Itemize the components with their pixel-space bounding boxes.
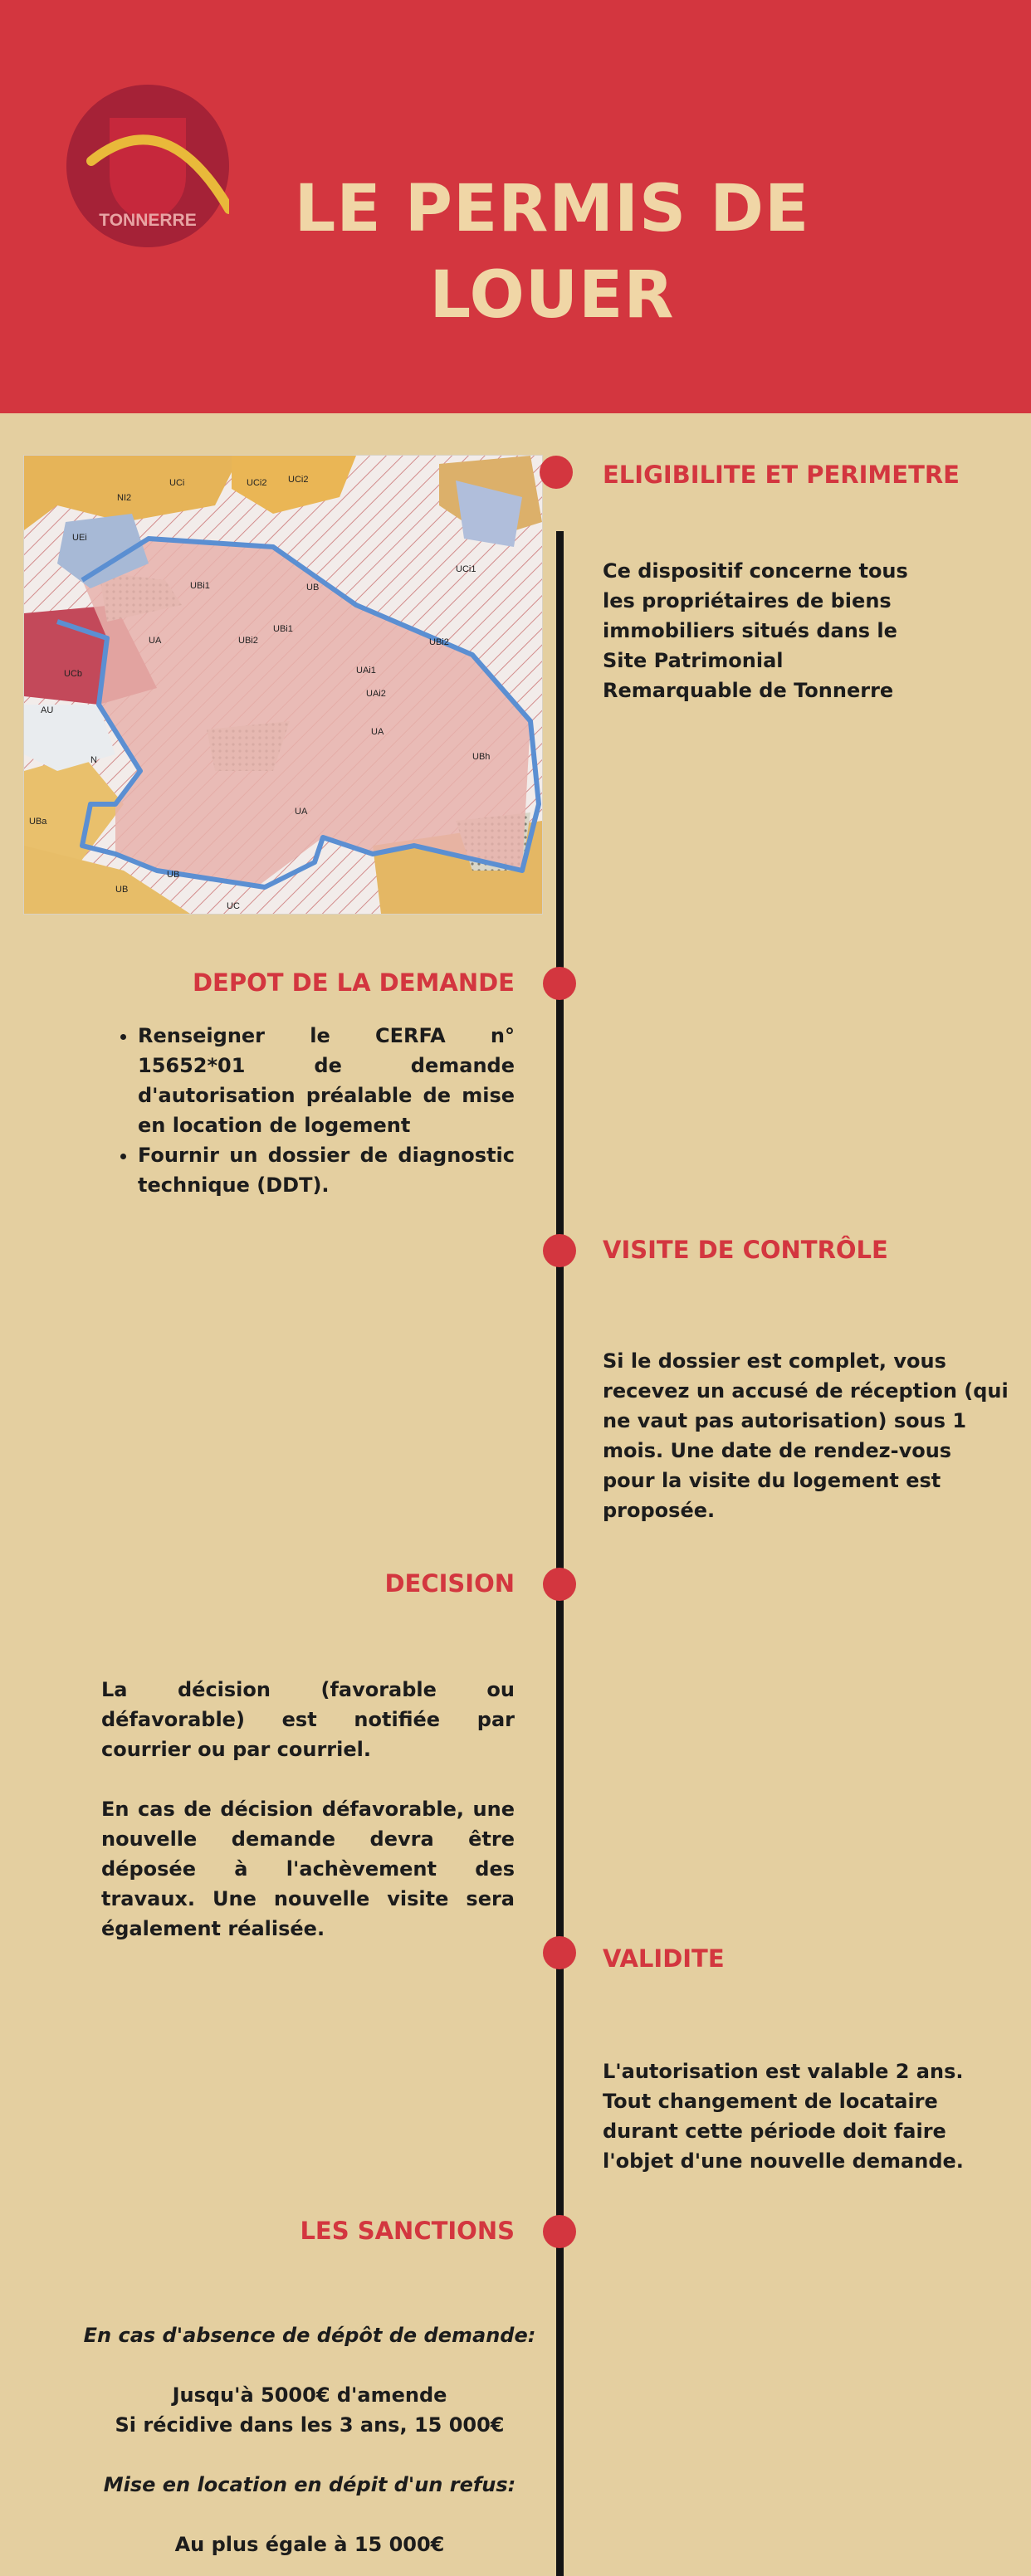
page-title (274, 166, 830, 339)
heading-sanctions: LES SANCTIONS (300, 2217, 515, 2245)
timeline-dot-validite (543, 1936, 576, 1969)
svg-text:UBa: UBa (29, 817, 47, 827)
svg-text:UBi1: UBi1 (190, 581, 210, 591)
svg-text:UA: UA (149, 636, 162, 646)
validite-line-1: L'autorisation est valable 2 ans. (603, 2060, 964, 2083)
validite-line-2: Tout changement de locataire durant cette période doit faire l'objet d'une nouvelle demande. (603, 2090, 964, 2173)
map-illustration (24, 456, 542, 914)
svg-text:TONNERRE: TONNERRE (99, 211, 197, 230)
list-item: • Fournir un dossier de diagnostic technique (DDT). (138, 1140, 515, 1200)
svg-text:UA: UA (295, 807, 308, 817)
tonnerre-logo (66, 85, 229, 247)
text-validite (603, 2056, 1001, 2176)
sanctions-case-1-line-1: Jusqu'à 5000€ d'amende (172, 2383, 447, 2407)
svg-text:UAi1: UAi1 (356, 666, 376, 676)
list-item: • Renseigner le CERFA n° 15652*01 de demande d'autorisation préalable de mise en location de logement (138, 1021, 515, 1140)
text-visite: Si le dossier est complet, vous recevez un accusé de réception (qui ne vaut pas autorisation) sous 1 mois. Une date de rendez-vous pour la visite du logement est proposée. (603, 1349, 1009, 1522)
svg-text:UCb: UCb (64, 669, 83, 679)
svg-text:UEi: UEi (72, 533, 87, 543)
header-banner (0, 0, 1031, 413)
svg-text:UBh: UBh (472, 752, 491, 762)
timeline-dot-depot (543, 967, 576, 1000)
text-eligibilite: Ce dispositif concerne tous les propriétaires de biens immobiliers situés dans le Site Patrimonial Remarquable de Tonnerre (603, 559, 908, 702)
svg-text:UA: UA (371, 727, 384, 737)
svg-text:UBi1: UBi1 (273, 624, 293, 634)
svg-text:NI2: NI2 (117, 493, 132, 503)
svg-text:UCi2: UCi2 (288, 475, 309, 485)
title-line-1: LE PERMIS DE (294, 172, 810, 246)
svg-text:UB: UB (306, 583, 320, 593)
svg-text:UCi: UCi (169, 478, 185, 488)
svg-text:UCi2: UCi2 (247, 478, 267, 488)
timeline-dot-eligibilite (540, 456, 573, 489)
sanctions-case-2: Mise en location en dépit d'un refus: (103, 2473, 516, 2496)
svg-text:UC: UC (227, 901, 240, 911)
timeline-dot-sanctions (543, 2215, 576, 2248)
title-line-2: LOUER (429, 258, 675, 333)
svg-text:UB: UB (167, 870, 180, 880)
svg-text:UB: UB (115, 885, 129, 895)
svg-text:N: N (90, 755, 97, 765)
list-depot (101, 1021, 515, 1200)
sanctions-case-2-line-1: Au plus égale à 15 000€ (174, 2533, 445, 2556)
timeline-dot-visite (543, 1234, 576, 1267)
svg-text:UBi2: UBi2 (429, 637, 449, 647)
sanctions-case-1-line-2: Si récidive dans les 3 ans, 15 000€ (115, 2413, 505, 2437)
text-sanctions (83, 2320, 536, 2559)
perimeter-map (23, 455, 543, 915)
svg-text:UAi2: UAi2 (366, 689, 386, 699)
sanctions-case-1: En cas d'absence de dépôt de demande: (83, 2324, 536, 2347)
heading-visite: VISITE DE CONTRÔLE (603, 1236, 888, 1264)
decision-paragraph-1: La décision (favorable ou défavorable) est notifiée par courrier ou par courriel. (101, 1678, 515, 1761)
decision-paragraph-2: En cas de décision défavorable, une nouvelle demande devra être déposée à l'achèvement des travaux. Une nouvelle visite sera également réalisée. (101, 1798, 515, 1940)
heading-depot: DEPOT DE LA DEMANDE (192, 968, 515, 997)
heading-validite: VALIDITE (603, 1944, 725, 1973)
timeline-line (556, 531, 564, 2576)
timeline-dot-decision (543, 1568, 576, 1601)
svg-text:UCi1: UCi1 (456, 564, 476, 574)
heading-eligibilite: ELIGIBILITE ET PERIMETRE (603, 461, 960, 489)
svg-text:UBi2: UBi2 (238, 636, 258, 646)
heading-decision: DECISION (384, 1569, 515, 1598)
svg-text:AU: AU (41, 705, 54, 715)
text-decision (101, 1675, 515, 1944)
